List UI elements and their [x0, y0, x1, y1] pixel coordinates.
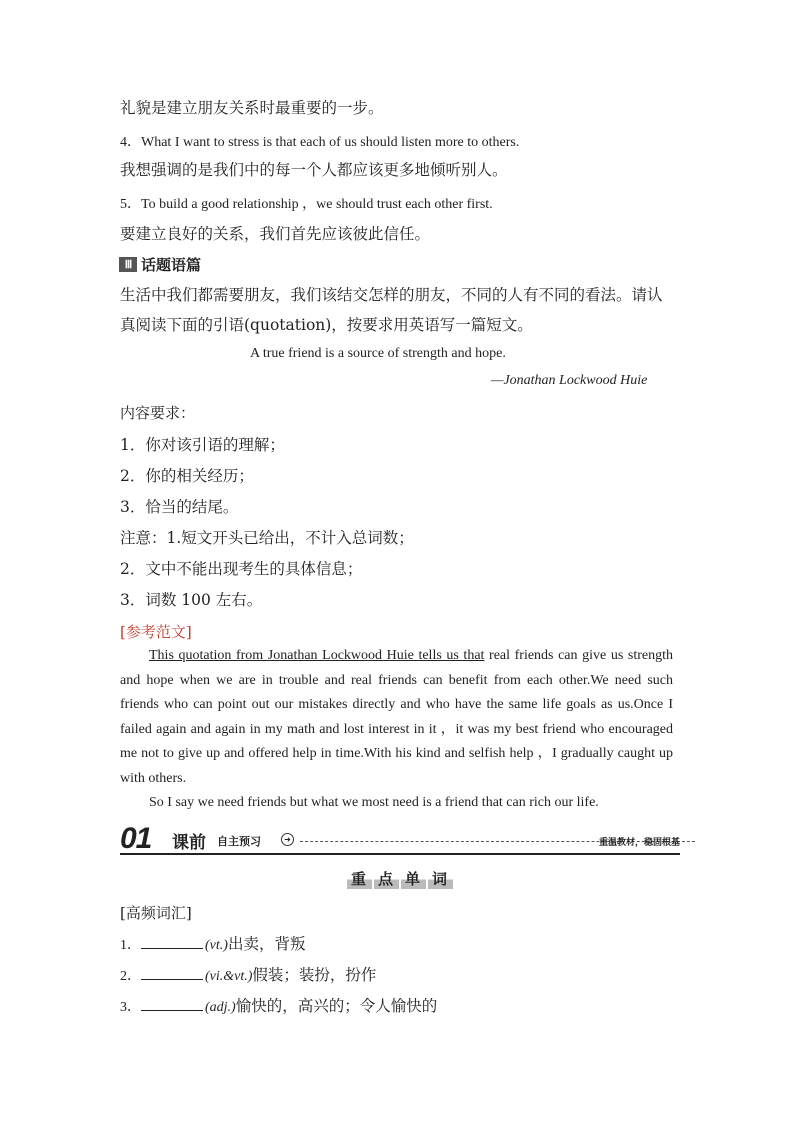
vocab-meaning: 愉快的，高兴的；令人愉快的 — [235, 997, 438, 1015]
example-sentence-4: 4．What I want to stress is that each of us should listen more to others. — [120, 135, 520, 150]
section-title: 话题语篇 — [141, 256, 202, 274]
essay-paragraph-1-body: real friends can give us strength and hope when we are in trouble and real friends can benefit from each other.We need such friends who can point out our mistakes directly and who have the same life goals as us.Once I failed again and again in my math and lost interest in it ，it was my best friend who encouraged me not to give up and offered help in time.With his kind and selfish help ，I gradually caught up with others. — [120, 648, 673, 786]
vocab-meaning: 出卖，背叛 — [227, 935, 306, 953]
answer-blank[interactable] — [141, 996, 203, 1011]
requirements-title: 内容要求： — [120, 404, 196, 422]
banner-rule — [120, 853, 680, 855]
requirement-1: 1．你对该引语的理解； — [120, 436, 285, 454]
vocab-number: 1． — [120, 938, 141, 953]
answer-blank[interactable] — [141, 934, 203, 949]
vocab-item — [120, 963, 376, 985]
example-sentence-5: 5．To build a good relationship ，we should trust each other first. — [120, 197, 493, 212]
vocab-number: 2． — [120, 969, 141, 984]
requirement-2: 2．你的相关经历； — [120, 467, 254, 485]
note-1: 注意：1.短文开头已给出，不计入总词数； — [120, 529, 414, 547]
essay-paragraph-2: So I say we need friends but what we most need is a friend that can rich our life. — [149, 795, 599, 810]
vocab-meaning: 假装；装扮，扮作 — [252, 966, 377, 984]
section-heading — [119, 254, 201, 275]
quotation-author: —Jonathan Lockwood Huie — [491, 373, 648, 388]
requirement-3: 3．恰当的结尾。 — [120, 498, 239, 516]
quotation: A true friend is a source of strength and hope. — [250, 346, 506, 361]
banner-number: 01 — [120, 822, 152, 855]
key-vocab-char: 点 — [374, 868, 399, 889]
roman-numeral-badge: Ⅲ — [119, 257, 137, 272]
part-of-speech: (vt.) — [205, 938, 228, 953]
circled-arrow-icon: ➜ — [281, 833, 294, 846]
key-vocab-title — [347, 868, 453, 889]
vocab-item — [120, 932, 305, 954]
vocab-item — [120, 994, 437, 1016]
banner-subtitle: 自主预习 — [217, 835, 261, 848]
task-intro-line-2: 真阅读下面的引语(quotation)，按要求用英语写一篇短文。 — [120, 316, 533, 334]
task-intro-line-1: 生活中我们都需要朋友，我们该结交怎样的朋友，不同的人有不同的看法。请认 — [120, 286, 663, 304]
banner-slogan: 重温教材，稳固根基 — [598, 838, 680, 848]
answer-blank[interactable] — [141, 965, 203, 980]
given-opening: This quotation from Jonathan Lockwood Huie tells us that — [149, 648, 485, 663]
key-vocab-char: 重 — [347, 868, 372, 889]
chinese-translation-5: 要建立良好的关系，我们首先应该彼此信任。 — [120, 225, 431, 243]
part-of-speech: (adj.) — [205, 1000, 236, 1015]
key-vocab-char: 词 — [428, 868, 453, 889]
note-2: 2．文中不能出现考生的具体信息； — [120, 560, 363, 578]
chinese-translation-4: 我想强调的是我们中的每一个人都应该更多地倾听别人。 — [120, 161, 508, 179]
part-of-speech: (vi.&vt.) — [205, 969, 253, 984]
note-3: 3．词数 100 左右。 — [120, 591, 263, 609]
reference-essay-label: [参考范文] — [120, 623, 192, 641]
chinese-translation-line: 礼貌是建立朋友关系时最重要的一步。 — [120, 99, 384, 117]
reference-essay — [120, 644, 673, 816]
essay-paragraph-1 — [120, 644, 673, 791]
banner-title: 课前 — [172, 833, 206, 853]
chapter-banner — [120, 822, 680, 856]
vocab-number: 3． — [120, 1000, 141, 1015]
key-vocab-char: 单 — [401, 868, 426, 889]
vocab-category: [高频词汇] — [120, 904, 192, 922]
